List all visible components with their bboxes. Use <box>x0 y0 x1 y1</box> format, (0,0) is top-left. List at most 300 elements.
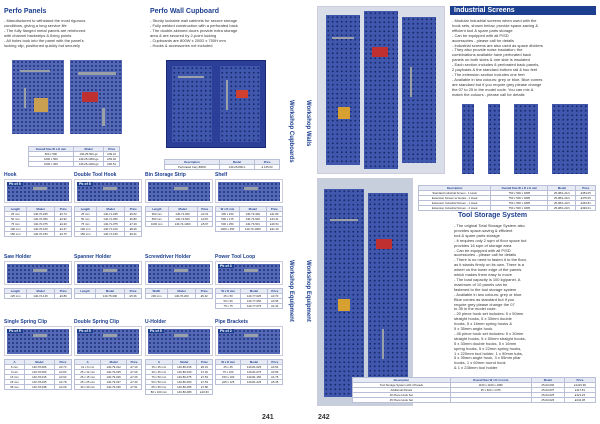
right-page <box>300 0 600 424</box>
table-cell: 25 mm <box>75 212 97 217</box>
bullet-line: spring hooks, 5 x 22mm spring hooks, <box>454 345 522 351</box>
table-cell: £7.26 <box>127 375 142 380</box>
table-cell: 500 x 175 <box>216 217 240 222</box>
table-cell: £3.92 <box>55 217 72 222</box>
table-row <box>75 232 142 237</box>
bullet-line: - It requires only 2 sqm of floor space but <box>454 237 527 243</box>
perfo-panels-title: Perfo Panels <box>4 8 47 15</box>
table-cell: 30 x 30 mm <box>75 385 101 390</box>
table-cell: 75 x 100 <box>216 370 241 375</box>
table-header-cell: Model <box>95 289 124 294</box>
table-cell: 140-80-015 <box>172 365 196 370</box>
table-row <box>146 370 213 375</box>
table-row <box>146 294 213 299</box>
table-cell: 9 mm <box>5 370 25 375</box>
product-title-screwdriver: Screwdriver Holder <box>145 254 191 260</box>
table-header-row <box>5 360 72 365</box>
table-header-cell: Model <box>168 207 197 212</box>
table-cell: £7.29 <box>125 222 142 227</box>
table-row <box>353 398 596 403</box>
table-cell: £7.53 <box>196 380 212 385</box>
product-title-uholder: U-Holder <box>145 319 167 325</box>
spec-table <box>352 377 596 403</box>
spec-table <box>4 359 72 390</box>
bullet-line: - The extension section includes one feet <box>452 71 525 77</box>
bullet-line: - Available in two colours: grey or blue. <box>454 291 523 297</box>
table-cell: Perforated Cary 800W <box>165 165 220 170</box>
table-header-cell: Price <box>267 360 282 365</box>
table-row <box>5 232 72 237</box>
table-cell: 140-79-012 <box>101 365 127 370</box>
table-header-cell: Length <box>5 207 27 212</box>
pack-badge: Pk of 5 <box>79 182 91 186</box>
table-cell: 140-25-500-gs <box>73 152 104 157</box>
bullet-line: provides 16 sqm of storage area <box>454 242 512 248</box>
table-cell: 300 x 150 <box>216 212 240 217</box>
table-header-cell: Model <box>219 160 254 165</box>
table-cell: 140-78-015 <box>24 375 54 380</box>
table-cell: 50 x 50 <box>216 299 241 304</box>
table-cell: £13.41 <box>266 217 282 222</box>
table-header-cell: Description <box>353 378 451 383</box>
product-photo-uholder <box>145 326 213 356</box>
table-header-cell: Length <box>75 289 96 294</box>
table-cell: 12 x 6 mm <box>75 365 101 370</box>
bullet-line: - All holes took into the panel with the panel's <box>4 37 84 43</box>
table-header-cell: Length <box>146 207 169 212</box>
table-header-cell: Description <box>165 160 220 165</box>
table-cell: 500 x 500 <box>29 152 74 157</box>
table-header-cell: Price <box>127 360 142 365</box>
table-row <box>216 370 283 375</box>
table-cell: 140-80-030 <box>172 370 196 375</box>
table-cell: £4.20 <box>55 222 72 227</box>
wall-cupboard-bullets <box>150 19 285 48</box>
product-photo-doublespring <box>74 326 142 356</box>
table-cell: 1000 mm <box>146 222 169 227</box>
table-cell: Additional Panels <box>353 388 451 393</box>
tool-storage-photo <box>317 178 413 406</box>
table-cell: 140-71-025 <box>96 212 125 217</box>
bullet-line: accessories - please call for details <box>454 252 517 258</box>
table-row <box>216 299 283 304</box>
table-cell: £3.78 <box>54 380 71 385</box>
table-header-cell: A <box>146 360 173 365</box>
table-cell: £5.36 <box>125 294 142 299</box>
bullet-line: - 20 piece hook set includes: 5 x 50mm <box>454 311 524 317</box>
bullet-line: - Sturdy lockable wall cabinets for secure storage <box>150 18 238 23</box>
bullet-line: as it stands firmly on its own. There is a <box>454 262 524 268</box>
table-cell: 140-77-050 <box>241 299 267 304</box>
table-row <box>75 385 142 390</box>
bullet-line: 2 payloads & the standard bottom rail & two feet <box>452 67 538 73</box>
bullet-line: Blue comes as standard but if you <box>454 296 515 302</box>
table-cell: 25 x 45 <box>216 365 241 370</box>
table-cell: £16.54 <box>266 222 282 227</box>
band-equipment-right: Workshop Equipment <box>305 260 311 322</box>
table-header-cell: Model <box>172 360 196 365</box>
bullet-line: maximum of 10 panels can be <box>454 281 508 287</box>
table-cell: 1000 x 300 <box>29 162 74 167</box>
table-cell: 500 mm <box>146 217 169 222</box>
table-cell: 200 mm <box>146 294 168 299</box>
table-cell: 50 mm <box>5 217 27 222</box>
table-cell: 140-81-225 <box>241 380 267 385</box>
table-cell: 140-72-300 <box>168 212 197 217</box>
band-equipment: Workshop Equipment <box>288 260 294 322</box>
table-header-cell: Model <box>241 360 267 365</box>
spec-table <box>4 288 72 299</box>
table-cell: 140-71-075 <box>96 222 125 227</box>
table-cell: £5.80 <box>125 217 142 222</box>
product-table-powertool <box>215 288 283 309</box>
table-cell: £11.80 <box>266 212 282 217</box>
product-table-pipe <box>215 359 283 385</box>
table-cell: 140-70-025 <box>26 212 55 217</box>
table-cell: 140-76-200 <box>167 294 196 299</box>
table-cell: 140-70-050 <box>26 217 55 222</box>
table-cell: 140-77-025 <box>241 294 267 299</box>
table-cell: £3.87 <box>197 217 212 222</box>
bullet-line: hooks, 5 x 16mm spring hooks & <box>454 321 513 327</box>
product-photo-hook <box>4 179 72 203</box>
product-table-doublespring <box>74 359 142 390</box>
product-title-doublespring: Double Spring Clip <box>74 319 119 325</box>
product-photo-screwdriver <box>145 261 213 285</box>
table-cell: 140-79-030 <box>101 385 127 390</box>
tool-storage-bullets <box>454 224 594 371</box>
table-cell: 140-70-100 <box>26 227 55 232</box>
table-cell: £4.47 <box>55 227 72 232</box>
table-header-cell: Price <box>197 207 212 212</box>
bullet-line: with channel backstrips & fixing points <box>4 32 72 38</box>
table-cell: £3.89 <box>55 294 72 299</box>
table-header-cell: Price <box>196 360 212 365</box>
table-cell: £242.38 <box>564 398 595 403</box>
table-header-cell: Model <box>241 289 267 294</box>
table-cell: 140-73-300 <box>239 212 266 217</box>
product-title-shelf: Shelf <box>215 172 228 178</box>
table-cell: £393.01 <box>576 206 596 211</box>
table-header-cell: A <box>75 360 101 365</box>
bullet-line: - They also provide noise insulation; the <box>452 47 523 53</box>
table-cell: 140-70-075 <box>26 222 55 227</box>
table-cell: £7.86 <box>196 385 212 390</box>
table-header-cell: Length <box>75 207 97 212</box>
table-cell: 150 mm <box>75 232 97 237</box>
wall-cupboard-table <box>164 159 280 170</box>
table-cell: £3.73 <box>54 365 71 370</box>
table-cell: 6 mm <box>5 365 25 370</box>
table-header-cell: Price <box>564 378 595 383</box>
table-header-cell: Model <box>239 207 266 212</box>
table-cell: £375.05 <box>576 196 596 201</box>
table-header-row <box>146 289 213 294</box>
perfo-panels-bullets <box>4 19 144 48</box>
table-cell: Extension Industrial Screen - 2 Hook <box>419 206 491 211</box>
table-row <box>75 370 142 375</box>
table-header-cell: Model <box>101 360 127 365</box>
table-header-cell: Price <box>576 186 596 191</box>
table-cell: 140-80-080 <box>172 390 196 395</box>
table-row <box>216 304 283 309</box>
table-cell: Standard Industrial Screen - 1 Hook <box>419 191 491 196</box>
table-header-cell: Price <box>125 289 142 294</box>
table-cell: 25-03-000 <box>531 383 564 388</box>
spec-table <box>418 185 596 211</box>
table-cell: £5.45 <box>267 380 282 385</box>
table-row <box>216 227 283 232</box>
page-number-right: 242 <box>318 414 330 421</box>
table-cell: Extension Screen w/ Hooks - 1 Hook <box>419 196 491 201</box>
table-header-cell: Model <box>96 207 125 212</box>
table-cell: 140-78-006 <box>24 365 54 370</box>
table-cell: £53.94 <box>104 157 120 162</box>
table-row <box>165 165 280 170</box>
bullet-line: efficient tool & spare parts storage <box>452 27 513 33</box>
bullet-line: the 07 to 25 in the model code. You can mix & <box>452 86 534 92</box>
table-header-cell: Price <box>104 147 120 152</box>
bullet-line: wheel on the lower edge of the panels <box>454 267 522 273</box>
product-photo-saw <box>4 261 72 285</box>
table-cell: £3.31 <box>197 212 212 217</box>
table-header-cell: Price <box>267 289 282 294</box>
table-cell: 75 mm <box>5 222 27 227</box>
table-cell: £ 145.00 <box>255 165 280 170</box>
table-header-cell: Overall Size W x D x H mm <box>450 378 531 383</box>
product-title-saw: Saw Holder <box>4 254 32 260</box>
table-cell: 140-81-025 <box>241 365 267 370</box>
bullet-line: - Each section includes 8 perforated back panels, <box>452 62 540 68</box>
table-header-cell: W x D mm <box>216 289 241 294</box>
product-title-double: Double Tool Hook <box>74 172 117 178</box>
table-cell: £7.30 <box>127 380 142 385</box>
pack-badge: Pk of 5 <box>150 329 162 333</box>
table-cell: 15 mm <box>5 375 25 380</box>
table-cell: £7.19 <box>127 365 142 370</box>
table-header-cell: Model <box>26 207 55 212</box>
table-header-cell: Overall Size W x H mm <box>29 147 74 152</box>
table-cell: £3.70 <box>267 294 282 299</box>
table-header-cell: Model <box>24 360 54 365</box>
bullet-line: - The fully flanged metal panels are reinforced <box>4 27 86 33</box>
table-cell: 25 x 25 mm <box>75 380 101 385</box>
screen-diagrams <box>458 104 594 178</box>
bullet-line: match the colours - please call for details <box>452 91 525 97</box>
table-cell: 750 x 500 x 1805 <box>491 196 548 201</box>
table-header-cell: Price <box>266 207 282 212</box>
spec-table <box>164 159 280 170</box>
table-cell: 38 mm <box>5 385 25 390</box>
table-cell: 140-80-065 <box>172 385 196 390</box>
table-cell: 750 x 500 x 1805 <box>491 191 548 196</box>
bullet-line: - 45 piece hook set includes: 5 x 30mm <box>454 330 524 336</box>
product-title-spanner: Spanner Holder <box>74 254 112 260</box>
table-cell: 25-08/1-22/1 <box>548 201 576 206</box>
table-cell: 140-70-150 <box>26 232 55 237</box>
table-row <box>5 217 72 222</box>
table-row <box>5 370 72 375</box>
table-cell: 140-73-1000 <box>239 227 266 232</box>
bullet-line: hooks, 1 x 60mm round hook <box>454 360 506 366</box>
band-walls: Workshop Walls <box>305 100 311 147</box>
table-cell: 100 mm <box>75 227 97 232</box>
bullet-line: hook sets, shown below, provide space-saving & <box>452 22 539 28</box>
table-cell: 140-77-075 <box>241 304 267 309</box>
table-row <box>146 390 213 395</box>
bullet-line: - Can be equipped with all P/SD <box>454 247 511 253</box>
product-title-hook: Hook <box>4 172 17 178</box>
table-cell: £354.05 <box>576 191 596 196</box>
spec-table <box>215 359 283 385</box>
bullet-line: & 1 x 238mm tool holder <box>454 365 498 371</box>
table-row <box>146 365 213 370</box>
table-cell: 225 x 125 <box>216 380 241 385</box>
table-cell: 30 x 25 mm <box>146 370 173 375</box>
table-cell: £39.10 <box>104 152 120 157</box>
table-cell: £3.59 <box>267 370 282 375</box>
table-cell: 500 x 250 <box>216 222 240 227</box>
bullet-line: 5 x 35mm angle hook, 3 x 55mm pliar <box>454 355 521 361</box>
table-header-cell: Price <box>196 289 213 294</box>
table-cell: £4.09 <box>54 385 71 390</box>
table-cell: 140-78-025 <box>24 380 54 385</box>
perfo-panels-photo <box>4 58 144 138</box>
table-row <box>146 380 213 385</box>
product-title-bin: Bin Storage Strip <box>145 172 186 178</box>
pack-badge: Pk of 3 <box>220 264 232 268</box>
table-row <box>216 380 283 385</box>
table-cell <box>450 398 531 403</box>
table-cell: 140-25-800-1 <box>219 165 254 170</box>
table-row <box>29 162 120 167</box>
table-cell: £4.75 <box>267 375 282 380</box>
table-cell: £3.83 <box>54 370 71 375</box>
table-cell: 25 x 50 <box>216 294 241 299</box>
bullet-line: locking clip, positioned quickly but securely <box>4 42 81 48</box>
table-cell: 75 x 50 mm <box>146 375 173 380</box>
table-cell: 140-79-025 <box>101 370 127 375</box>
table-row <box>216 217 283 222</box>
bullet-line: require grey please change the 07 <box>454 301 515 307</box>
table-cell: 150 x 100 <box>216 375 241 380</box>
table-cell: £3.95 <box>267 299 282 304</box>
table-cell: £7.40 <box>196 370 212 375</box>
bullet-line: 5 x 33mm double hooks, 5 x 16mm <box>454 340 517 346</box>
table-cell: Extension Industrial Screen - 1 Hook <box>419 201 491 206</box>
table-cell: 25-03-025 <box>531 393 564 398</box>
table-cell: Tool Storage System with 4 Panels <box>353 383 451 388</box>
bullet-line: panels on both sides & one side is insulated <box>452 57 530 63</box>
bullet-line: - Fully welded construction with a perforated back <box>150 22 238 28</box>
table-cell: 150 mm <box>5 232 27 237</box>
bullet-line: to 35 in the model code. <box>454 306 497 312</box>
spec-table <box>74 288 142 299</box>
table-row <box>146 385 213 390</box>
spec-table <box>215 206 283 232</box>
industrial-screens-title: Industrial Screens <box>450 6 596 15</box>
table-cell: 140-79-026 <box>101 375 127 380</box>
table-row <box>5 212 72 217</box>
table-row <box>146 217 213 222</box>
table-row <box>146 222 213 227</box>
table-cell: £343.81 <box>576 201 596 206</box>
table-header-cell: Overall Size W x D x H mm <box>491 186 548 191</box>
table-cell: 140-25-1000-gs <box>73 157 104 162</box>
table-cell: 25-08/1-24/1 <box>548 196 576 201</box>
pack-badge: Pk of 5 <box>9 182 21 186</box>
table-cell: £5.62 <box>125 212 142 217</box>
industrial-screens-photo <box>317 6 445 174</box>
bullet-line: area & are secured by 2-point locking <box>150 32 217 38</box>
spec-table <box>74 359 142 390</box>
table-cell: 300 mm <box>146 212 169 217</box>
table-cell: £8.26 <box>125 227 142 232</box>
table-cell: £5.01 <box>196 365 212 370</box>
table-cell: £117.53 <box>564 388 595 393</box>
table-header-row <box>216 360 283 365</box>
table-cell: £7.53 <box>196 375 212 380</box>
table-cell: 140-78-009 <box>24 370 54 375</box>
table-row <box>5 227 72 232</box>
bullet-line: - The double-skinned doors provide extra storage <box>150 27 238 33</box>
table-row <box>5 365 72 370</box>
table-cell: 25-03-007 <box>531 388 564 393</box>
bullet-line: - Manufactured to withstand the most rigorous <box>4 18 86 23</box>
product-table-hook <box>4 206 72 237</box>
table-header-cell: Model <box>73 147 104 152</box>
table-cell: 100 mm <box>5 227 27 232</box>
table-cell: 20 Piece Hook Set <box>353 393 451 398</box>
table-row <box>75 212 142 217</box>
table-cell: 1000 x 500 <box>29 157 74 162</box>
table-cell: £1419.99 <box>564 383 595 388</box>
table-cell: 125 mm <box>5 294 27 299</box>
table-cell: 25 x 600 x 1475 <box>450 388 531 393</box>
page-number: 241 <box>262 414 274 421</box>
table-cell: 25 mm <box>5 212 27 217</box>
product-photo-single <box>4 326 72 356</box>
bullet-line: which makes them easy to move <box>454 272 513 278</box>
bullet-line: - Hooks & accessories not included <box>150 42 213 48</box>
bullet-line: straight hooks, 5 x 33mm double <box>454 316 512 322</box>
table-cell: 140-25-1200-gs <box>73 162 104 167</box>
bullet-line: tool & spare parts storage <box>454 232 500 238</box>
table-cell: £4.42 <box>267 304 282 309</box>
bullet-line: - Available in two colours: grey or blue. Blue comes <box>452 76 543 82</box>
product-title-pipe: Pipe Brackets <box>215 319 249 325</box>
table-cell: 140-74-125 <box>26 294 55 299</box>
bullet-line: - Industrial screens are also used as space dividers <box>452 42 543 48</box>
table-cell: 25 x 15 mm <box>75 375 101 380</box>
table-cell: £3.73 <box>55 212 72 217</box>
table-header-cell: Model <box>167 289 196 294</box>
table-row <box>5 222 72 227</box>
table-header-cell: Model <box>548 186 576 191</box>
table-cell: £7.51 <box>127 385 142 390</box>
table-cell: 25 x 12 mm <box>75 370 101 375</box>
table-cell: 1000 x 250 <box>216 227 240 232</box>
table-cell: £21.40 <box>266 227 282 232</box>
bullet-line: - There is no need to fasten it to the floor, <box>454 257 527 263</box>
table-header-cell: Description <box>419 186 491 191</box>
product-photo-double <box>74 179 142 203</box>
bullet-line: - The original Total Storage System also <box>454 223 525 228</box>
table-header-row <box>5 207 72 212</box>
table-row <box>216 365 283 370</box>
table-header-cell: Width <box>146 289 168 294</box>
bullet-line: provides space-saving & efficient <box>454 227 513 233</box>
